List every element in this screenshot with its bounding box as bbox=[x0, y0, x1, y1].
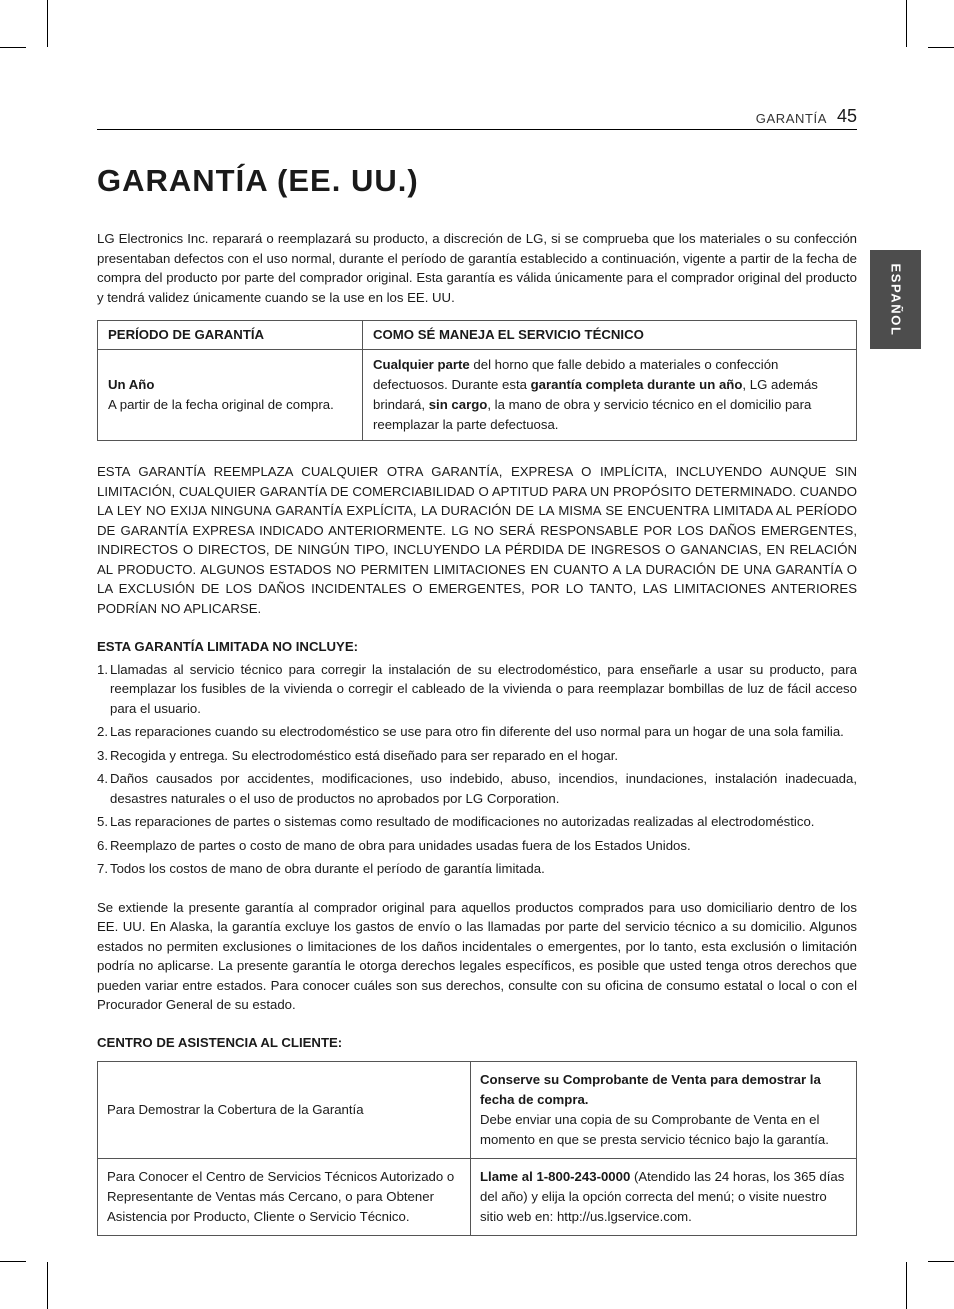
list-item-number: 7. bbox=[97, 861, 108, 876]
table-row bbox=[98, 350, 857, 441]
list-item bbox=[97, 859, 857, 879]
crop-mark bbox=[906, 1262, 907, 1309]
list-item bbox=[97, 746, 857, 766]
crop-mark bbox=[0, 1261, 26, 1262]
list-item-text: Daños causados por accidentes, modificaciones, uso indebido, abuso, incendios, inundaciones, instalación inadecuada, desastres naturales o el uso de productos no aprobados por LG Corporation. bbox=[110, 771, 857, 806]
customer-center-heading: CENTRO DE ASISTENCIA AL CLIENTE: bbox=[97, 1034, 343, 1050]
receipt-text: Debe enviar una copia de su Comprobante de Venta en el momento en que se presta servicio técnico bajo la garantía. bbox=[480, 1112, 829, 1147]
crop-mark bbox=[906, 0, 907, 47]
list-item-text: Todos los costos de mano de obra durante el período de garantía limitada. bbox=[110, 861, 545, 876]
page-content bbox=[97, 229, 857, 1236]
list-item-number: 4. bbox=[97, 771, 108, 786]
list-item-number: 1. bbox=[97, 661, 108, 677]
crop-mark bbox=[47, 0, 48, 47]
column-header-service: COMO SÉ MANEJA EL SERVICIO TÉCNICO bbox=[363, 321, 857, 350]
coverage-info-cell bbox=[471, 1062, 857, 1159]
exclusions-list bbox=[97, 660, 857, 879]
column-header-period: PERÍODO DE GARANTÍA bbox=[98, 321, 363, 350]
customer-center-table bbox=[97, 1061, 857, 1236]
list-item-number: 5. bbox=[97, 814, 108, 829]
extension-paragraph: Se extiende la presente garantía al comprador original para aquellos productos comprados para uso domiciliario dentro de los EE. UU. En Alaska, la garantía excluye los gastos de envío o las llamadas por parte del servicio técnico a su domicilio. Algunos estados no permiten exclusiones o limitaciones de los daños incidentales o emergentes, por lo tanto, esta exclusión o limitación podría no aplicarse. La presente garantía le otorga derechos legales específicos, es posible que usted tenga otros derechos que pueden variar entre estados. Para conocer cuáles son sus derechos, consulte con su oficina de consumo estatal o local o con el Procurador General de su estado. bbox=[97, 899, 857, 1012]
page-number: 45 bbox=[836, 106, 857, 126]
exclusions-heading: ESTA GARANTÍA LIMITADA NO INCLUYE: bbox=[97, 639, 359, 654]
header-section-label: GARANTÍA bbox=[755, 111, 827, 126]
service-bold-1: Cualquier parte bbox=[373, 357, 470, 372]
running-header bbox=[97, 106, 857, 128]
list-item bbox=[97, 836, 857, 856]
service-description-cell bbox=[363, 350, 857, 441]
table-header-row bbox=[98, 321, 857, 350]
table-row bbox=[98, 1159, 857, 1236]
service-bold-3: sin cargo bbox=[428, 397, 488, 412]
intro-paragraph: LG Electronics Inc. reparará o reemplazará su producto, a discreción de LG, si se comprueba que los materiales o su confección presentaban defectos con el uso normal, durante el período de garantía establecido a continuación, vigente a partir de la fecha de compra del producto por parte del comprador original. Esta garantía es válida únicamente para el comprador original del producto y tendrá validez únicamente cuando se la use en los EE. UU. bbox=[97, 231, 857, 305]
period-title: Un Año bbox=[108, 377, 155, 392]
list-item bbox=[97, 722, 857, 742]
contact-info-cell bbox=[471, 1159, 857, 1236]
disclaimer-paragraph: ESTA GARANTÍA REEMPLAZA CUALQUIER OTRA GARANTÍA, EXPRESA O IMPLÍCITA, INCLUYENDO AUNQUE SIN LIMITACIÓN, CUALQUIER GARANTÍA DE COMERCIABILIDAD O APTITUD PARA UN PROPÓSITO DETERMINADO. CUANDO LA LEY NO EXIJA NINGUNA GARANTÍA EXPLÍCITA, LA DURACIÓN DE LA MISMA SE ENCUENTRA LIMITADA AL PERÍODO DE GARANTÍA EXPRESA INDICADO ANTERIORMENTE. LG NO SERÁ RESPONSABLE POR LOS DAÑOS EMERGENTES, INDIRECTOS O DIRECTOS, DE NINGÚN TIPO, INCLUYENDO LA PÉRDIDA DE INGRESOS O GANANCIAS, EN RELACIÓN AL PRODUCTO. ALGUNOS ESTADOS NO PERMITEN LIMITACIONES EN CUANTO A LA DURACIÓN DE UNA GARANTÍA O LA EXCLUSIÓN DE LOS DAÑOS INCIDENTALES O EMERGENTES, POR LO TANTO, LAS LIMITACIONES ANTERIORES PODRÍAN NO APLICARSE. bbox=[97, 464, 857, 616]
side-tab-label: ESPAÑOL bbox=[888, 262, 903, 337]
list-item-number: 6. bbox=[97, 837, 108, 853]
service-text-2: , LG además brindará, bbox=[373, 377, 818, 412]
header-rule bbox=[97, 129, 857, 130]
list-item-text: Las reparaciones cuando su electrodoméstico se use para otro fin diferente del uso normal para un hogar de una sola familia. bbox=[110, 724, 844, 739]
crop-mark bbox=[47, 1262, 48, 1309]
contact-text: (Atendido las 24 horas, los 365 días del año) y elija la opción correcta del menú; o visite nuestro sitio web en: http://us.lgservice.com. bbox=[480, 1169, 845, 1224]
page-title: GARANTÍA (EE. UU.) bbox=[97, 163, 419, 198]
list-item-text: Recogida y entrega. Su electrodoméstico está diseñado para ser reparado en el hogar. bbox=[110, 747, 619, 763]
crop-mark bbox=[928, 1261, 954, 1262]
list-item-text: Llamadas al servicio técnico para corregir la instalación de su electrodoméstico, para enseñarle a usar su producto, para reemplazar los fusibles de la vivienda o corregir el cableado de la vivienda o para reemplazar bombillas de luz de fácil acceso para el usuario. bbox=[110, 661, 857, 716]
service-center-label-cell: Para Conocer el Centro de Servicios Técnicos Autorizado o Representante de Ventas más Cercano, o para Obtener Asistencia por Producto, Cliente o Servicio Técnico. bbox=[98, 1159, 471, 1236]
list-item bbox=[97, 660, 857, 719]
list-item-number: 2. bbox=[97, 724, 108, 739]
phone-number: Llame al 1-800-243-0000 bbox=[480, 1169, 631, 1184]
service-bold-2: garantía completa durante un año bbox=[530, 377, 743, 392]
list-item bbox=[97, 769, 857, 808]
period-text: A partir de la fecha original de compra. bbox=[108, 397, 334, 412]
service-text-3: , la mano de obra y servicio técnico en el domicilio para reemplazar la parte defectuosa. bbox=[373, 397, 812, 432]
list-item-number: 3. bbox=[97, 747, 108, 763]
table-row bbox=[98, 1062, 857, 1159]
crop-mark bbox=[0, 47, 26, 48]
coverage-label-cell: Para Demostrar la Cobertura de la Garantía bbox=[98, 1062, 471, 1159]
service-text-1: del horno que falle debido a materiales o confección defectuosos. Durante esta bbox=[373, 357, 779, 392]
list-item-text: Reemplazo de partes o costo de mano de obra para unidades usadas fuera de los Estados Unidos. bbox=[110, 837, 691, 853]
warranty-period-cell bbox=[98, 350, 363, 441]
language-side-tab bbox=[870, 250, 921, 349]
list-item bbox=[97, 812, 857, 832]
crop-mark bbox=[928, 47, 954, 48]
list-item-text: Las reparaciones de partes o sistemas como resultado de modificaciones no autorizadas realizadas al electrodoméstico. bbox=[110, 814, 815, 829]
warranty-table bbox=[97, 320, 857, 441]
receipt-bold-text: Conserve su Comprobante de Venta para demostrar la fecha de compra. bbox=[480, 1072, 821, 1107]
